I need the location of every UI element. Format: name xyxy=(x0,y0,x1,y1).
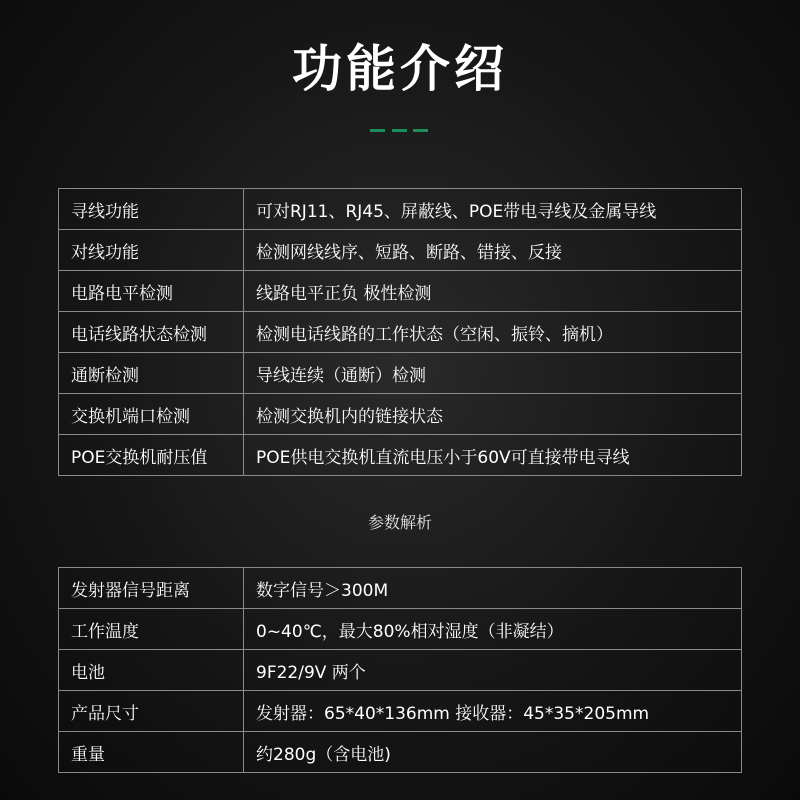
table-row xyxy=(59,435,742,476)
feature-label: 电路电平检测 xyxy=(59,271,244,312)
table-row xyxy=(59,312,742,353)
table-row xyxy=(59,650,742,691)
param-label: 产品尺寸 xyxy=(59,691,244,732)
features-table xyxy=(58,188,742,476)
accent-dash xyxy=(413,129,428,132)
feature-label: POE交换机耐压值 xyxy=(59,435,244,476)
title-accent-dashes xyxy=(370,129,428,133)
table-row xyxy=(59,189,742,230)
table-row xyxy=(59,271,742,312)
feature-value: 导线连续（通断）检测 xyxy=(244,353,742,394)
section-subtitle: 参数解析 xyxy=(367,513,432,532)
feature-value: 检测电话线路的工作状态（空闲、振铃、摘机） xyxy=(244,312,742,353)
table-row xyxy=(59,568,742,609)
table-row xyxy=(59,353,742,394)
feature-value: 检测交换机内的链接状态 xyxy=(244,394,742,435)
feature-value: 可对RJ11、RJ45、屏蔽线、POE带电寻线及金属导线 xyxy=(244,189,742,230)
page-title: 功能介绍 xyxy=(292,40,508,98)
param-value: 9F22/9V 两个 xyxy=(244,650,742,691)
param-value: 数字信号＞300M xyxy=(244,568,742,609)
feature-value: 线路电平正负 极性检测 xyxy=(244,271,742,312)
accent-dash xyxy=(370,129,385,132)
table-row xyxy=(59,230,742,271)
table-row xyxy=(59,732,742,773)
param-label: 电池 xyxy=(59,650,244,691)
param-value: 0~40℃，最大80%相对湿度（非凝结） xyxy=(244,609,742,650)
feature-label: 通断检测 xyxy=(59,353,244,394)
feature-label: 电话线路状态检测 xyxy=(59,312,244,353)
feature-value: 检测网线线序、短路、断路、错接、反接 xyxy=(244,230,742,271)
table-row xyxy=(59,609,742,650)
param-label: 工作温度 xyxy=(59,609,244,650)
feature-label: 交换机端口检测 xyxy=(59,394,244,435)
param-value: 发射器：65*40*136mm 接收器：45*35*205mm xyxy=(244,691,742,732)
param-label: 发射器信号距离 xyxy=(59,568,244,609)
params-table xyxy=(58,567,742,773)
feature-label: 寻线功能 xyxy=(59,189,244,230)
table-row xyxy=(59,394,742,435)
table-row xyxy=(59,691,742,732)
accent-dash xyxy=(392,129,407,132)
param-label: 重量 xyxy=(59,732,244,773)
feature-value: POE供电交换机直流电压小于60V可直接带电寻线 xyxy=(244,435,742,476)
feature-label: 对线功能 xyxy=(59,230,244,271)
param-value: 约280g（含电池) xyxy=(244,732,742,773)
